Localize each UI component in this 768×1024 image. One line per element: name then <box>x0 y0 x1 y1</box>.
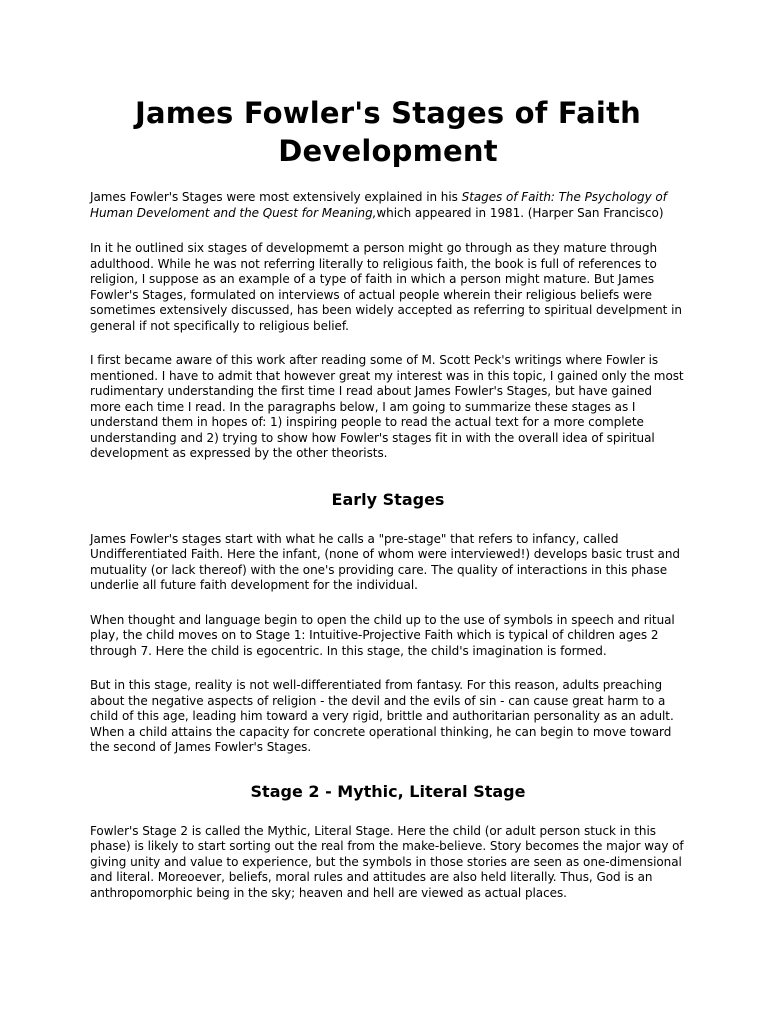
page-title: James Fowler's Stages of Faith Development <box>135 96 641 168</box>
intro-lead-text: James Fowler's Stages were most extensively explained in his <box>90 190 462 204</box>
document-page <box>90 94 686 920</box>
early-stages-paragraph-2: When thought and language begin to open the child up to the use of symbols in speech and ritual play, the child moves on to Stage 1: Intuitive-Projective Faith which is typical of children ages 2 through 7. Here the child is egocentric. In this stage, the child's imagination is formed. <box>90 612 675 658</box>
section-heading-stage-2: Stage 2 - Mythic, Literal Stage <box>250 781 526 801</box>
section-heading-early-stages: Early Stages <box>331 489 445 509</box>
stage-2-paragraph-1: Fowler's Stage 2 is called the Mythic, Literal Stage. Here the child (or adult person stuck in this phase) is likely to start sorting out the real from the make-believe. Story becomes the major way of giving unity and value to experience, but the symbols in those stories are seen as one-dimensional and literal. Moreoever, beliefs, moral rules and attitudes are also held literally. Thus, God is an anthropomorphic being in the sky; heaven and hell are viewed as actual places. <box>90 823 684 900</box>
book-title: Stages of Faith: The Psychology of Human Develoment and the Quest for Meaning, <box>90 190 667 220</box>
intro-paragraph-2: In it he outlined six stages of developmemt a person might go through as they mature through adulthood. While he was not referring literally to religious faith, the book is full of references to religion, I suppose as an example of a type of faith in which a person might mature. But James Fowler's Stages, formulated on interviews of actual people wherein their religious beliefs were sometimes extensively discussed, has been widely accepted as referring to spiritual develpment in general if not specifically to religious belief. <box>90 241 682 333</box>
intro-paragraph-3: I first became aware of this work after reading some of M. Scott Peck's writings where Fowler is mentioned. I have to admit that however great my interest was in this topic, I gained only the most rudimentary understanding the first time I read about James Fowler's Stages, but have gained more each time I read. In the paragraphs below, I am going to summarize these stages as I understand them in hopes of: 1) inspiring people to read the actual text for a more complete understanding and 2) trying to show how Fowler's stages fit in with the overall idea of spiritual development as expressed by the other theorists. <box>90 353 684 460</box>
intro-paragraph-1 <box>90 190 686 221</box>
early-stages-paragraph-1: James Fowler's stages start with what he calls a "pre-stage" that refers to infancy, called Undifferentiated Faith. Here the infant, (none of whom were interviewed!) develops basic trust and mutuality (or lack thereof) with the one's providing care. The quality of interactions in this phase underlie all future faith development for the individual. <box>90 531 680 592</box>
early-stages-paragraph-3: But in this stage, reality is not well-differentiated from fantasy. For this reason, adults preaching about the negative aspects of religion - the devil and the evils of sin - can cause great harm to a child of this age, leading him toward a very rigid, brittle and authoritarian personality as an adult. When a child attains the capacity for concrete operational thinking, he can begin to move toward the second of James Fowler's Stages. <box>90 678 674 754</box>
intro-lead-after-text: which appeared in 1981. (Harper San Francisco) <box>376 205 664 220</box>
